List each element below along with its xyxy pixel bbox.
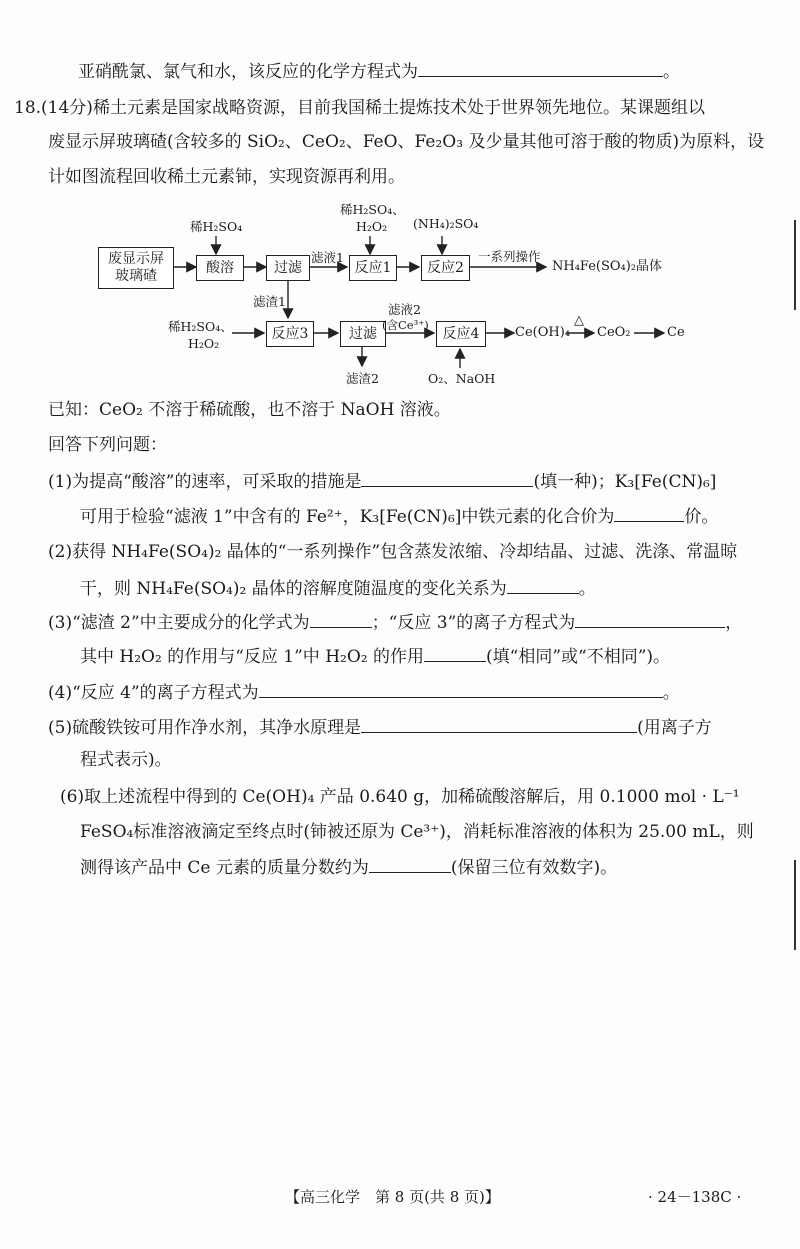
sub3-blank-2[interactable]	[575, 609, 725, 628]
box-reaction-1	[349, 255, 397, 281]
q17-tail-text: 亚硝酰氯、氯气和水，该反应的化学方程式为	[78, 62, 418, 82]
sub3-line-1	[48, 609, 742, 635]
label-ce: Ce	[667, 325, 685, 340]
sub6-line-3	[80, 854, 617, 880]
known-info: 已知：CeO₂ 不溶于稀硫酸，也不溶于 NaOH 溶液。	[48, 400, 451, 420]
answer-prompt: 回答下列问题：	[48, 435, 167, 455]
sub2-blank[interactable]	[507, 575, 579, 594]
sub1-text-a: (1)为提高“酸溶”的速率，可采取的措施是	[48, 472, 362, 492]
sub1-text-c: 可用于检验“滤液 1”中含有的 Fe²⁺，K₃[Fe(CN)₆]中铁元素的化合价为	[80, 507, 615, 527]
box-reaction-3-label: 反应3	[271, 325, 309, 342]
sub4-text-b: 。	[662, 683, 680, 703]
sub3-text-d: 其中 H₂O₂ 的作用与“反应 1”中 H₂O₂ 的作用	[80, 647, 425, 667]
sub4-blank[interactable]	[259, 679, 663, 698]
sub1-text-d: 价。	[684, 507, 719, 527]
footer-page-info: 【高三化学 第 8 页(共 8 页)】	[285, 1188, 500, 1206]
sub1-text-b: (填一种)；K₃[Fe(CN)₆]	[533, 472, 717, 492]
box-filter-2-label: 过滤	[349, 325, 377, 342]
sub2-line-1: (2)获得 NH₄Fe(SO₄)₂ 晶体的“一系列操作”包含蒸发浓缩、冷却结晶、过滤、洗涤、常温晾	[48, 542, 738, 562]
q18-number: 18.	[14, 98, 42, 118]
sub6-blank[interactable]	[369, 854, 451, 873]
label-ceo2: CeO₂	[597, 325, 631, 340]
label-nh4-2so4: (NH₄)₂SO₄	[413, 216, 479, 231]
sub3-line-2	[80, 643, 670, 669]
sub5-line-1	[48, 714, 712, 740]
q18-points: (14分)	[41, 98, 93, 118]
sub3-text-c: ，	[725, 613, 743, 633]
sub5-text-a: (5)硫酸铁铵可用作净水剂，其净水原理是	[48, 718, 362, 738]
box-raw-glass	[98, 247, 174, 289]
box-reaction-2	[421, 255, 470, 281]
q17-tail-end: 。	[663, 62, 680, 82]
q18-intro-1: 稀土元素是国家战略资源，目前我国稀土提炼技术处于世界领先地位。某课题组以	[92, 98, 705, 118]
box-filter-1-label: 过滤	[274, 259, 302, 276]
box-acid-dissolve	[196, 255, 244, 281]
label-o2-naoh: O₂、NaOH	[428, 371, 496, 386]
label-contains-ce: (含Ce³⁺)	[382, 318, 429, 332]
label-filtrate-1: 滤液1	[311, 250, 344, 265]
box-reaction-2-label: 反应2	[427, 259, 464, 276]
box-reaction-1-label: 反应1	[354, 259, 392, 276]
label-residue-1: 滤渣1	[253, 294, 286, 309]
box-filter-2	[340, 321, 386, 347]
scan-edge-mark	[794, 220, 796, 310]
sub6-text-d: (保留三位有效数字)。	[450, 858, 618, 878]
label-h2o2-r1: H₂O₂	[356, 219, 388, 234]
sub3-text-b: ；“反应 3”的离子方程式为	[371, 613, 576, 633]
q18-intro-3: 计如图流程回收稀土元素铈，实现资源再利用。	[48, 167, 405, 187]
heat-symbol: △	[574, 313, 584, 328]
label-nh4fe-crystal: NH₄Fe(SO₄)₂晶体	[552, 259, 663, 274]
footer-paper-code: · 24－138C ·	[648, 1188, 742, 1206]
sub1-blank-2[interactable]	[614, 503, 684, 522]
box-raw-glass-label: 废显示屏 玻璃碴	[108, 251, 164, 284]
scan-edge-mark	[794, 860, 796, 950]
sub3-blank-3[interactable]	[424, 643, 486, 662]
sub5-blank[interactable]	[361, 714, 637, 733]
label-h2o2-r3: H₂O₂	[188, 336, 220, 351]
box-reaction-4	[436, 321, 486, 347]
label-filtrate-2: 滤液2	[388, 302, 421, 317]
sub2-text-c: 。	[578, 579, 596, 599]
sub3-blank-1[interactable]	[310, 609, 372, 628]
label-series-ops: 一系列操作	[478, 249, 541, 264]
sub2-text-b: 干，则 NH₄Fe(SO₄)₂ 晶体的溶解度随温度的变化关系为	[80, 579, 507, 599]
sub5-line-2: 程式表示)。	[80, 750, 172, 770]
sub4-text-a: (4)“反应 4”的离子方程式为	[48, 683, 259, 703]
q18-intro-2: 废显示屏玻璃碴(含较多的 SiO₂、CeO₂、FeO、Fe₂O₃ 及少量其他可溶于酸的物质)为原料，设	[48, 132, 765, 152]
label-residue-2: 滤渣2	[346, 371, 379, 386]
box-filter-1	[266, 255, 310, 281]
sub3-text-e: (填“相同”或“不相同”)。	[486, 647, 671, 667]
sub2-line-2	[80, 575, 596, 601]
label-dil-h2so4-r3: 稀H₂SO₄、	[168, 319, 233, 334]
box-acid-dissolve-label: 酸溶	[206, 259, 234, 276]
sub6-text-c: 测得该产品中 Ce 元素的质量分数约为	[80, 858, 369, 878]
sub6-line-1: (6)取上述流程中得到的 Ce(OH)₄ 产品 0.640 g，加稀硫酸溶解后，用 0.1000 mol · L⁻¹	[60, 787, 740, 807]
sub3-text-a: (3)“滤渣 2”中主要成分的化学式为	[48, 613, 310, 633]
label-dil-h2so4-r1: 稀H₂SO₄、	[340, 202, 405, 217]
label-dil-h2so4-top: 稀H₂SO₄	[190, 219, 243, 234]
label-ce-oh4: Ce(OH)₄	[515, 325, 570, 340]
box-reaction-3	[266, 321, 314, 347]
sub6-line-2: FeSO₄标准溶液滴定至终点时(铈被还原为 Ce³⁺)，消耗标准溶液的体积为 25.00 mL，则	[80, 822, 754, 842]
sub5-text-b: (用离子方	[637, 718, 712, 738]
sub1-blank-1[interactable]	[361, 468, 533, 487]
box-reaction-4-label: 反应4	[442, 325, 480, 342]
sub4-line	[48, 679, 680, 705]
sub1-line-1	[48, 468, 716, 494]
sub1-line-2	[80, 503, 718, 529]
